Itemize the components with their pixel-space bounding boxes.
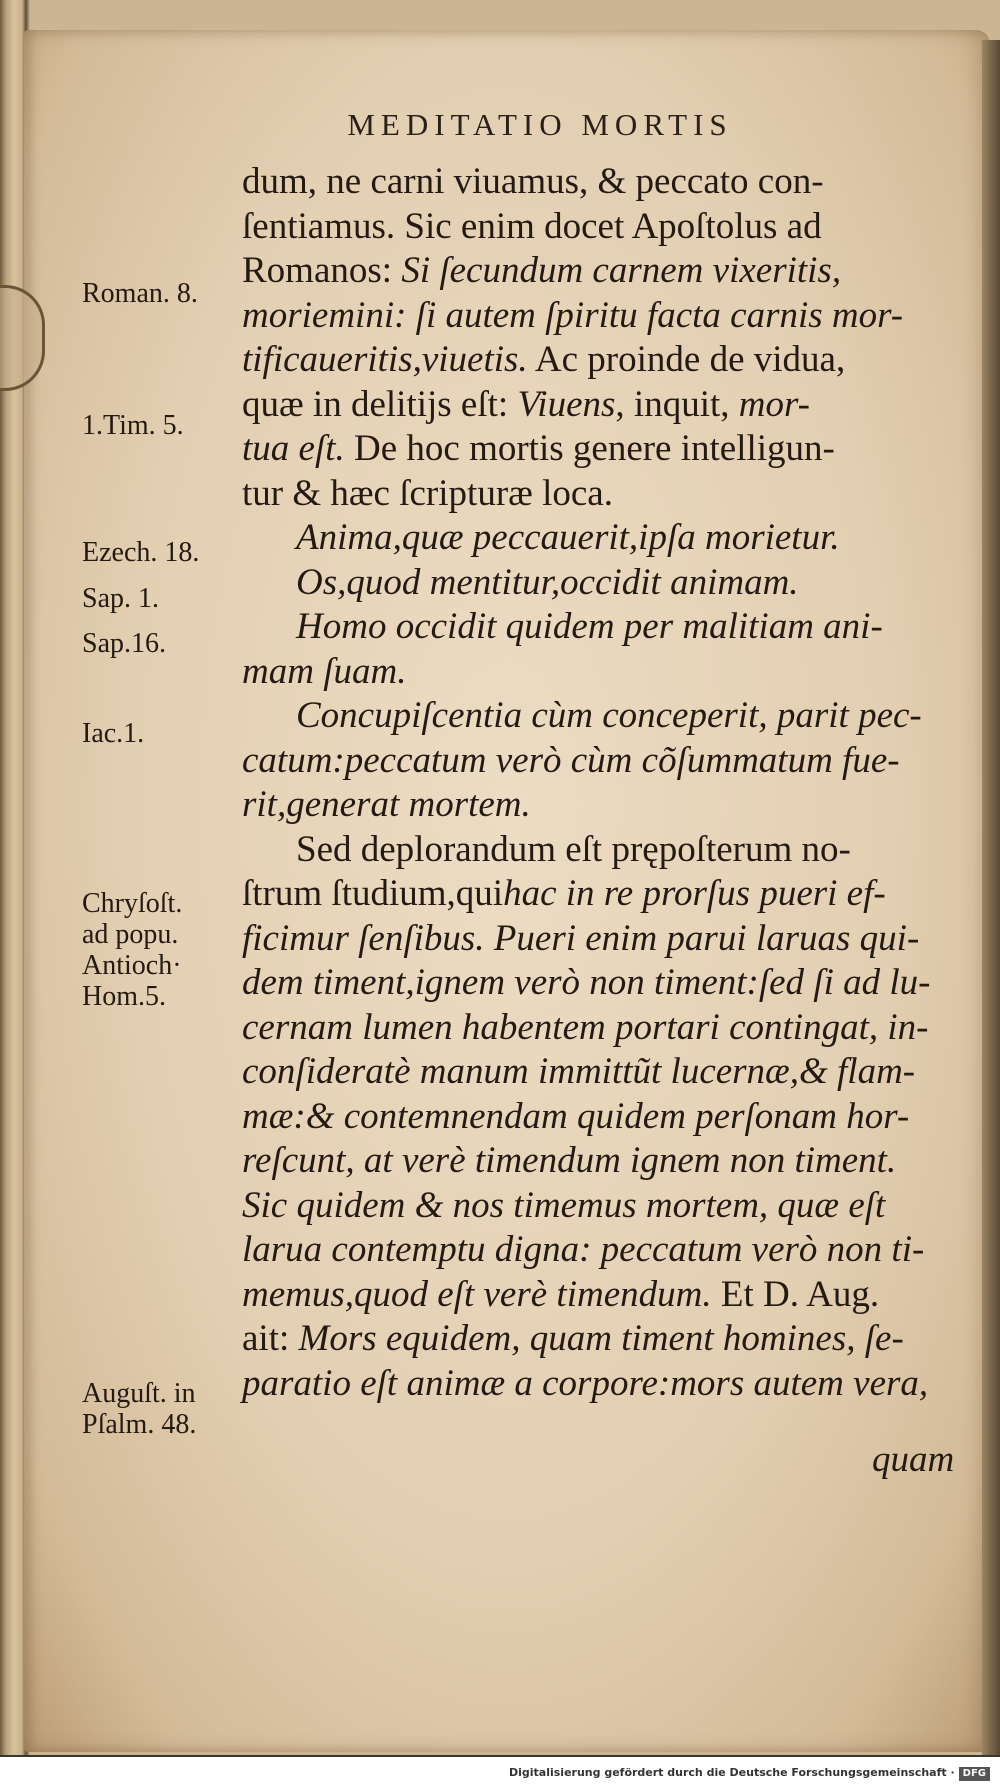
text-line: Sic quidem & nos timemus mortem, quæ eſt [242, 1184, 886, 1226]
text-line: Sed deplorandum eſt prępoſterum no- [296, 828, 851, 870]
margin-note-sap16: Sap.16. [82, 628, 166, 659]
text-line: reſcunt, at verè timendum ignem non timent. [242, 1140, 897, 1181]
text-line: Os,quod mentitur,occidit animam. [296, 561, 799, 603]
margin-note-sap1: Sap. 1. [82, 583, 159, 614]
page-stack-edge [982, 40, 1000, 1755]
text-line: quæ in delitijs eſt: Viuens, inquit, mor- [242, 383, 810, 425]
margin-note-roman: Roman. 8. [82, 278, 198, 309]
dfg-logo: DFG [959, 1767, 990, 1781]
text-line: tua eſt. De hoc mortis genere intelligun- [242, 428, 835, 469]
text-line: ſtrum ſtudium,quihac in re prorſus pueri ef- [242, 873, 886, 914]
text-line: ait: Mors equidem, quam timent homines, ſe- [242, 1318, 904, 1359]
text-line: Concupiſcentia cùm conceperit, parit pec- [296, 695, 922, 736]
text-line: cernam lumen habentem portari contingat, in- [242, 1006, 929, 1048]
margin-note-iac: Iac.1. [82, 718, 145, 749]
catchword: quam [872, 1439, 955, 1480]
text-line: moriemini: ſi autem ſpiritu facta carnis mor- [242, 294, 904, 336]
text-line: ſentiamus. Sic enim docet Apoſtolus ad [242, 205, 822, 247]
text-line: mæ:& contemnendam quidem perſonam hor- [242, 1095, 910, 1137]
margin-note-tim: 1.Tim. 5. [82, 410, 184, 441]
text-line: Anima,quæ peccauerit,ipſa morietur. [296, 517, 840, 558]
text-line: tificaueritis,viuetis. Ac proinde de vidua, [242, 339, 846, 380]
main-text [242, 160, 962, 1406]
text-line: catum:peccatum verò cùm cõſummatum fue- [242, 739, 900, 781]
text-line: memus,quod eſt verè timendum. Et D. Aug. [242, 1273, 880, 1315]
text-line: ficimur ſenſibus. Pueri enim parui laruas qui- [242, 917, 920, 959]
text-line: rit,generat mortem. [242, 784, 531, 825]
text-line: tur & hæc ſcripturæ loca. [242, 472, 613, 514]
text-line: paratio eſt animæ a corpore:mors autem vera, [242, 1362, 929, 1404]
margin-note-ezech: Ezech. 18. [82, 537, 200, 568]
text-line: Romanos: Si ſecundum carnem vixeritis, [242, 250, 842, 291]
margin-note-chrysostom: Chryſoſt. ad popu. Antioch· Hom.5. [82, 888, 183, 1012]
text-line: larua contemptu digna: peccatum verò non ti- [242, 1229, 925, 1270]
text-line: mam ſuam. [242, 650, 407, 692]
margin-note-augustine: Auguſt. in Pſalm. 48. [82, 1378, 197, 1440]
text-line: dum, ne carni viuamus, & peccato con- [242, 161, 824, 202]
text-line: dem timent,ignem verò non timent:ſed ſi ad lu- [242, 962, 931, 1003]
text-line: conſideratè manum immittũt lucernæ,& flam- [242, 1051, 916, 1092]
digitization-footer: Digitalisierung gefördert durch die Deutsche Forschungsgemeinschaft · DFG [0, 1757, 1000, 1789]
text-line: Homo occidit quidem per malitiam ani- [296, 606, 883, 647]
running-head: MEDITATIO MORTIS [347, 107, 733, 142]
